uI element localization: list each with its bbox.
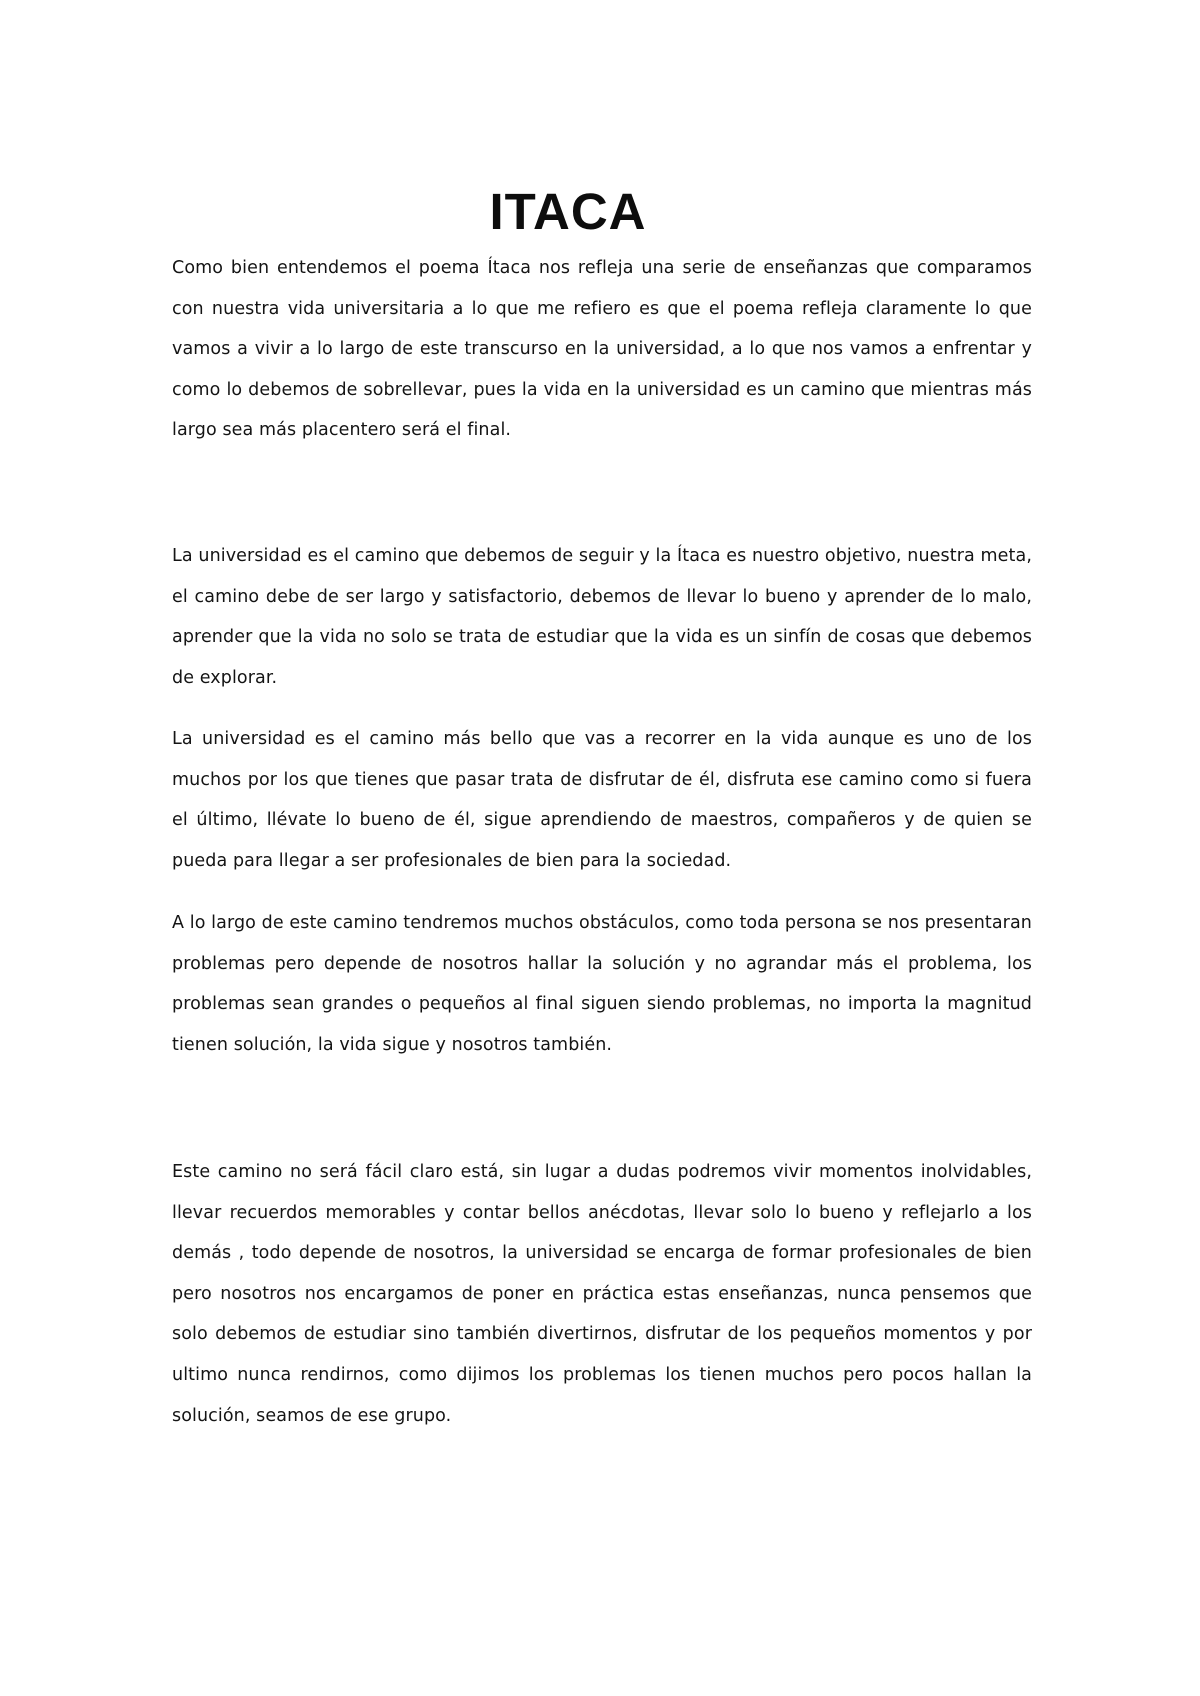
paragraph-4: A lo largo de este camino tendremos muchos obstáculos, como toda persona se nos presentaran problemas pero depende de nosotros hallar la solución y no agrandar más el problema, los problemas sean grandes o pequeños al final siguen siendo problemas, no importa la magnitud tienen solución, la vida sigue y nosotros también. [172, 913, 1032, 1055]
paragraph-1: Como bien entendemos el poema Ítaca nos refleja una serie de enseñanzas que comparamos con nuestra vida universitaria a lo que me refiero es que el poema refleja claramente lo que vamos a vivir a lo largo de este transcurso en la universidad, a lo que nos vamos a enfrentar y como lo debemos de sobrellevar, pues la vida en la universidad es un camino que mientras más largo sea más placentero será el final. [172, 258, 1032, 441]
paragraph-3: La universidad es el camino más bello que vas a recorrer en la vida aunque es uno de los muchos por los que tienes que pasar trata de disfrutar de él, disfruta ese camino como si fuera el último, llévate lo bueno de él, sigue aprendiendo de maestros, compañeros y de quien se pueda para llegar a ser profesionales de bien para la sociedad. [172, 729, 1032, 871]
document-title: ITACA [489, 183, 647, 241]
paragraph-2: La universidad es el camino que debemos de seguir y la Ítaca es nuestro objetivo, nuestra meta, el camino debe de ser largo y satisfactorio, debemos de llevar lo bueno y aprender de lo malo, aprender que la vida no solo se trata de estudiar que la vida es un sinfín de cosas que debemos de explorar. [172, 546, 1032, 688]
paragraph-5: Este camino no será fácil claro está, sin lugar a dudas podremos vivir momentos inolvidables, llevar recuerdos memorables y contar bellos anécdotas, llevar solo lo bueno y reflejarlo a los demás , todo depende de nosotros, la universidad se encarga de formar profesionales de bien pero nosotros nos encargamos de poner en práctica estas enseñanzas, nunca pensemos que solo debemos de estudiar sino también divertirnos, disfrutar de los pequeños momentos y por ultimo nunca rendirnos, como dijimos los problemas los tienen muchos pero pocos hallan la solución, seamos de ese grupo. [172, 1162, 1032, 1426]
